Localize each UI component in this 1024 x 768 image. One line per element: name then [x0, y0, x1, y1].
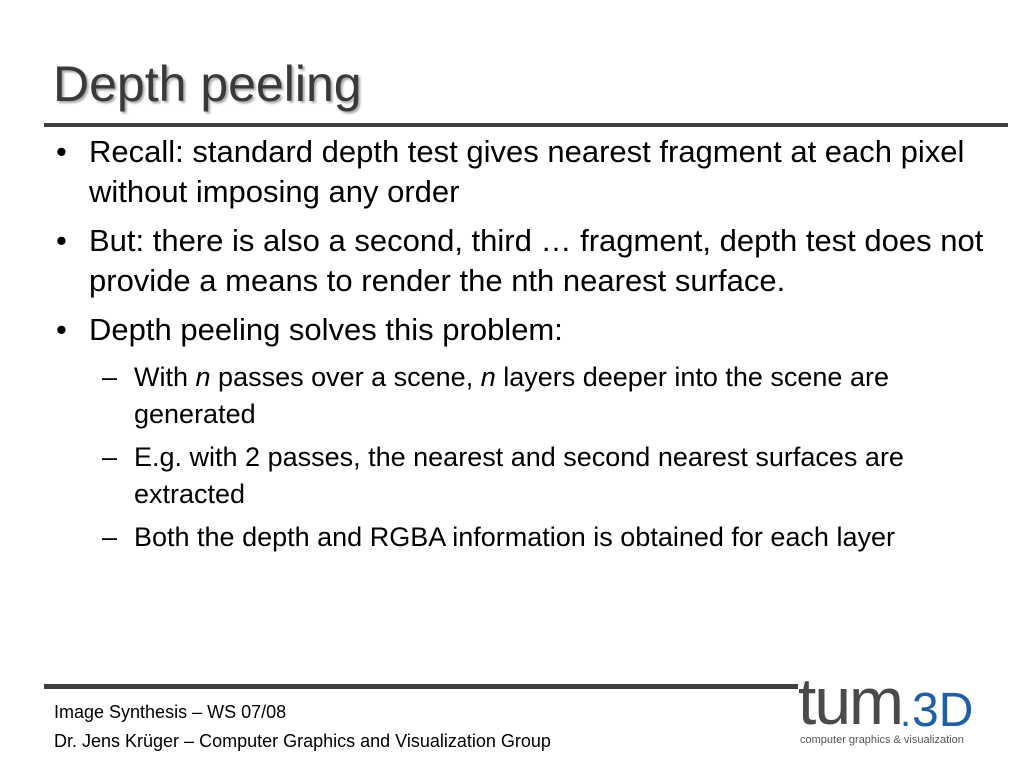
- bullet-text: But: there is also a second, third … fragment, depth test does not provide a means to render the nth nearest surface.: [89, 223, 984, 298]
- sub-bullet-text: Both the depth and RGBA information is obtained for each layer: [134, 522, 895, 552]
- bullet-text: Recall: standard depth test gives nearest fragment at each pixel without imposing any order: [89, 134, 965, 209]
- footer-divider: [44, 684, 798, 689]
- bullet-item: [54, 221, 994, 301]
- bullet-marker: •: [56, 312, 67, 347]
- footer: [54, 698, 551, 756]
- footer-author: Dr. Jens Krüger – Computer Graphics and Visualization Group: [54, 731, 551, 751]
- sub-bullet-text: [134, 362, 889, 429]
- italic-variable: n: [195, 362, 211, 392]
- dash-marker: –: [102, 522, 118, 552]
- sub-text-segment: With: [134, 362, 196, 392]
- logo-word: tum: [798, 664, 903, 738]
- sub-text-segment: passes over a scene,: [210, 362, 481, 392]
- sub-bullet-item: [54, 359, 994, 433]
- footer-course: Image Synthesis – WS 07/08: [54, 702, 287, 722]
- bullet-item: [54, 132, 994, 212]
- logo-dot: .: [900, 691, 912, 735]
- dash-marker: –: [102, 442, 118, 472]
- slide-title: Depth peeling: [53, 56, 362, 112]
- bullet-marker: •: [56, 134, 67, 169]
- title-divider: [44, 123, 1008, 127]
- italic-variable: n: [480, 362, 496, 392]
- bullet-text: Depth peeling solves this problem:: [89, 312, 563, 347]
- slide-body: [54, 132, 994, 562]
- logo-suffix: 3D: [912, 684, 974, 737]
- tum3d-logo: [796, 664, 994, 752]
- logo-tagline: computer graphics & visualization: [800, 734, 964, 746]
- sub-text-segment: layers deeper into the scene are generated: [134, 362, 889, 429]
- sub-bullet-item: [54, 439, 994, 513]
- bullet-item: [54, 310, 994, 350]
- sub-bullet-text: E.g. with 2 passes, the nearest and second nearest surfaces are extracted: [134, 442, 904, 509]
- sub-bullet-item: [54, 519, 994, 556]
- bullet-marker: •: [56, 223, 67, 258]
- dash-marker: –: [102, 362, 118, 392]
